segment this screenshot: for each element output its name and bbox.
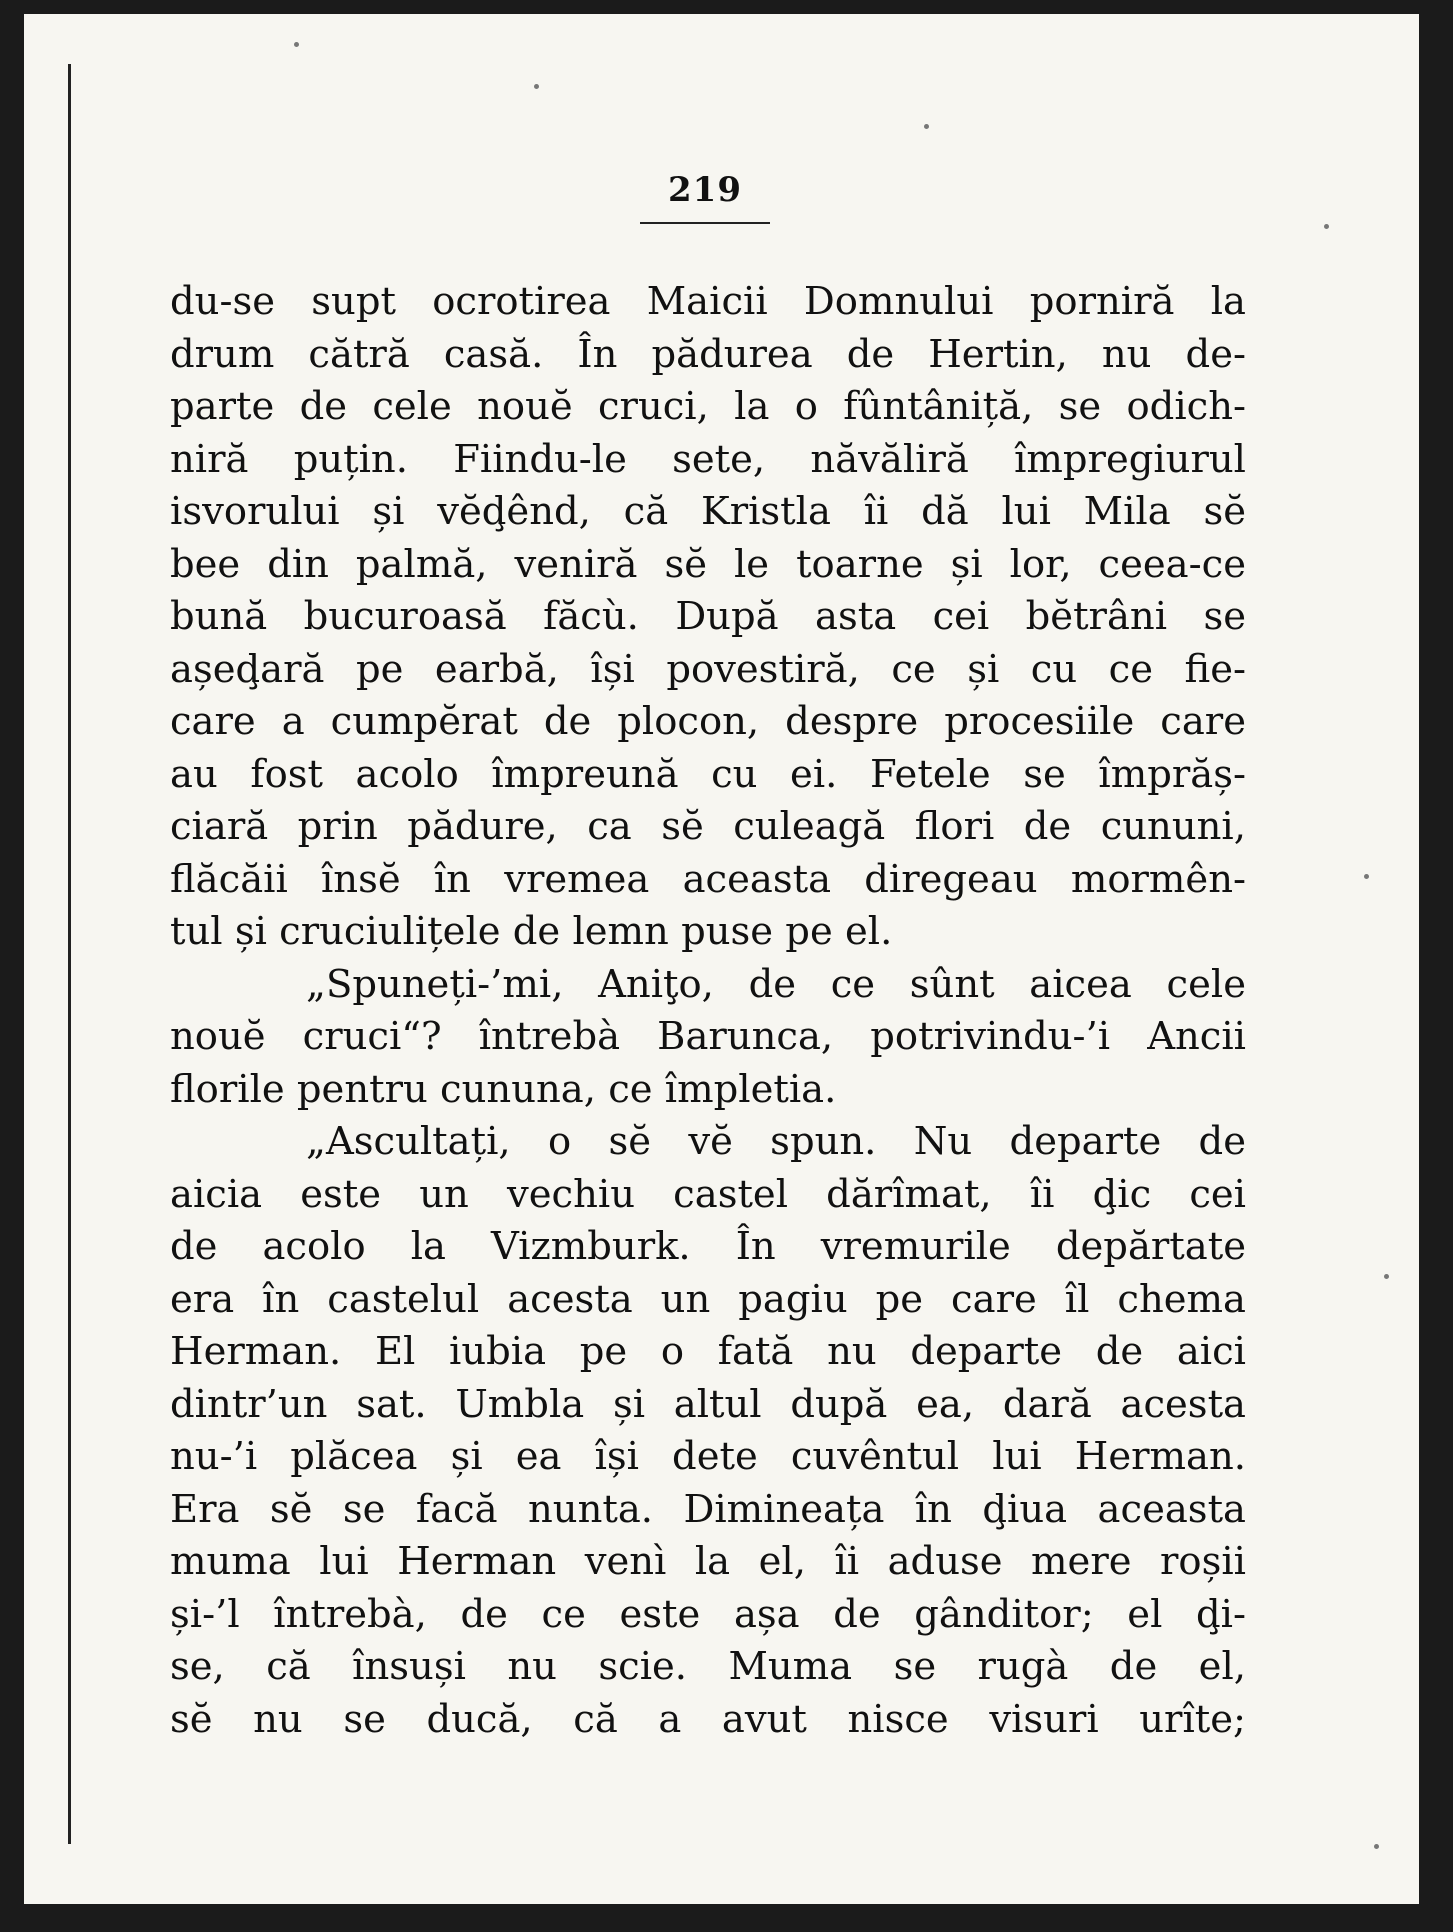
- text-line: nu-’i plăcea și ea își dete cuvêntul lui Herman.: [170, 1434, 1246, 1479]
- text-line: bună bucuroasă făcù. După asta cei bĕtrâni se: [170, 594, 1246, 639]
- paper-speck: [924, 124, 929, 129]
- text-line: așeḑară pe earbă, își povestiră, ce și cu ce fie-: [170, 646, 1246, 692]
- paper-speck: [1374, 1844, 1379, 1849]
- paper-speck: [1384, 1274, 1389, 1279]
- body-text: [170, 276, 1246, 1746]
- text-line: florile pentru cununa, ce împletia.: [170, 1066, 837, 1112]
- text-line: „Spuneți-’mi, Aniţo, de ce sûnt aicea cele: [306, 961, 1246, 1007]
- text-line: Era sĕ se facă nunta. Dimineața în ḑiua aceasta: [170, 1486, 1246, 1532]
- text-line: dintr’un sat. Umbla și altul după ea, dară acesta: [170, 1381, 1246, 1427]
- text-line: flăcăii însĕ în vremea aceasta diregeau mormên-: [170, 856, 1246, 902]
- page-number: 219: [668, 170, 742, 210]
- text-line: se, că însuși nu scie. Muma se rugà de el,: [170, 1644, 1246, 1689]
- text-line: du-se supt ocrotirea Maicii Domnului porniră la: [170, 279, 1246, 324]
- text-line: era în castelul acesta un pagiu pe care îl chema: [170, 1276, 1246, 1322]
- page-number-rule: [640, 222, 770, 224]
- text-line: aicia este un vechiu castel dărîmat, îi ḑic cei: [170, 1171, 1246, 1217]
- text-line: Herman. El iubia pe o fată nu departe de aici: [170, 1329, 1246, 1374]
- paper-speck: [1364, 874, 1369, 879]
- text-line: au fost acolo împreună cu ei. Fetele se împrăș-: [170, 751, 1246, 797]
- paper-speck: [1324, 224, 1329, 229]
- paper-speck: [294, 42, 299, 47]
- text-line: nouĕ cruci“? întrebà Barunca, potrivindu-’i Ancii: [170, 1014, 1246, 1059]
- binding-edge: [68, 64, 71, 1844]
- text-line: sĕ nu se ducă, că a avut nisce visuri urîte;: [170, 1696, 1246, 1742]
- text-line: ciară prin pădure, ca sĕ culeagă flori de cununi,: [170, 804, 1246, 849]
- text-line: drum cătră casă. În pădurea de Hertin, nu de-: [170, 331, 1246, 377]
- text-line: care a cumpĕrat de plocon, despre procesiile care: [170, 699, 1246, 744]
- text-line: isvorului și vĕḑênd, că Kristla îi dă lui Mila sĕ: [170, 489, 1246, 534]
- text-line: „Ascultați, o sĕ vĕ spun. Nu departe de: [306, 1119, 1246, 1164]
- text-line: muma lui Herman venì la el, îi aduse mere roșii: [170, 1539, 1246, 1584]
- text-line: și-’l întrebà, de ce este așa de gânditor; el ḑi-: [170, 1591, 1246, 1637]
- text-line: tul și cruciulițele de lemn puse pe el.: [170, 909, 893, 954]
- book-page: [24, 14, 1419, 1904]
- text-line: parte de cele nouĕ cruci, la o fûntâniță, se odich-: [170, 384, 1246, 429]
- text-line: niră puțin. Fiindu-le sete, năvăliră împregiurul: [170, 436, 1246, 482]
- text-line: de acolo la Vizmburk. În vremurile depărtate: [170, 1224, 1246, 1269]
- text-line: bee din palmă, veniră sĕ le toarne și lor, ceea-ce: [170, 541, 1246, 587]
- paper-speck: [534, 84, 539, 89]
